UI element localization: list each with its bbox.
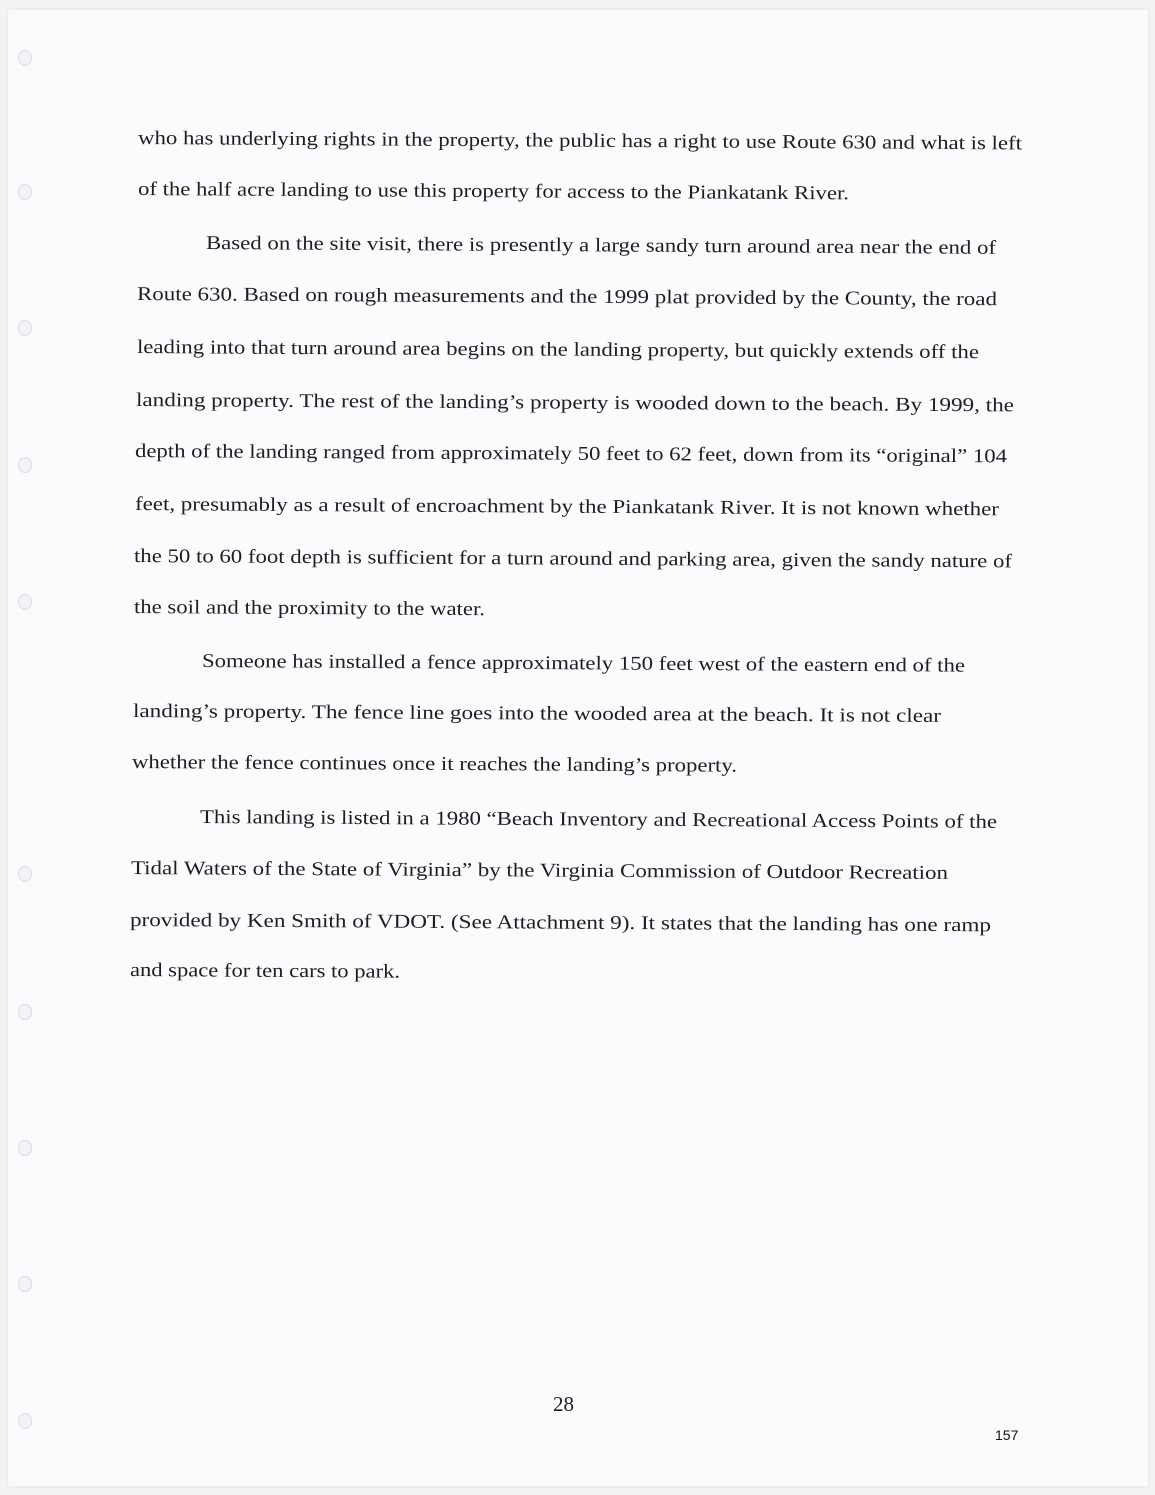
text-line: landing property. The rest of the landing’s property is wooded down to the beach. By 1999, the xyxy=(135,390,1015,417)
punch-hole-mark xyxy=(18,866,32,882)
punch-hole-mark xyxy=(18,594,32,610)
page-number: 28 xyxy=(553,1392,574,1416)
text-line: the soil and the proximity to the water. xyxy=(133,597,486,621)
text-line: and space for ten cars to park. xyxy=(129,960,401,983)
punch-hole-mark xyxy=(18,184,32,200)
text-line: who has underlying rights in the property, the public has a right to use Route 630 and what is left xyxy=(137,128,1023,155)
text-line: Someone has installed a fence approximately 150 feet west of the eastern end of the xyxy=(201,651,966,677)
punch-hole-mark xyxy=(18,320,32,336)
text-line: the 50 to 60 foot depth is sufficient for a turn around and parking area, given the sandy nature of xyxy=(133,546,1013,573)
text-line: landing’s property. The fence line goes into the wooded area at the beach. It is not clear xyxy=(132,701,942,727)
punch-hole-mark xyxy=(18,1276,32,1292)
text-line: Tidal Waters of the State of Virginia” by the Virginia Commission of Outdoor Recreation xyxy=(130,858,949,884)
punch-hole-mark xyxy=(18,1413,32,1429)
text-line: Route 630. Based on rough measurements and the 1999 plat provided by the County, the road xyxy=(136,284,998,311)
text-line: depth of the landing ranged from approximately 50 feet to 62 feet, down from its “original” 104 xyxy=(134,441,1008,468)
text-line: leading into that turn around area begins on the landing property, but quickly extends off the xyxy=(136,337,980,364)
text-line: Based on the site visit, there is presently a large sandy turn around area near the end of xyxy=(205,233,997,259)
punch-hole-mark xyxy=(18,1004,32,1020)
document-page xyxy=(8,10,1148,1486)
text-line: whether the fence continues once it reaches the landing’s property. xyxy=(131,752,738,777)
text-line: feet, presumably as a result of encroachment by the Piankatank River. It is not known whether xyxy=(134,494,1000,521)
bates-number: 157 xyxy=(995,1427,1019,1443)
punch-hole-mark xyxy=(18,50,32,66)
text-line: of the half acre landing to use this property for access to the Piankatank River. xyxy=(137,179,850,205)
text-line: This landing is listed in a 1980 “Beach Inventory and Recreational Access Points of the xyxy=(199,807,998,833)
text-line: provided by Ken Smith of VDOT. (See Attachment 9). It states that the landing has one ramp xyxy=(129,910,992,937)
punch-hole-mark xyxy=(18,457,32,473)
punch-hole-mark xyxy=(18,1140,32,1156)
